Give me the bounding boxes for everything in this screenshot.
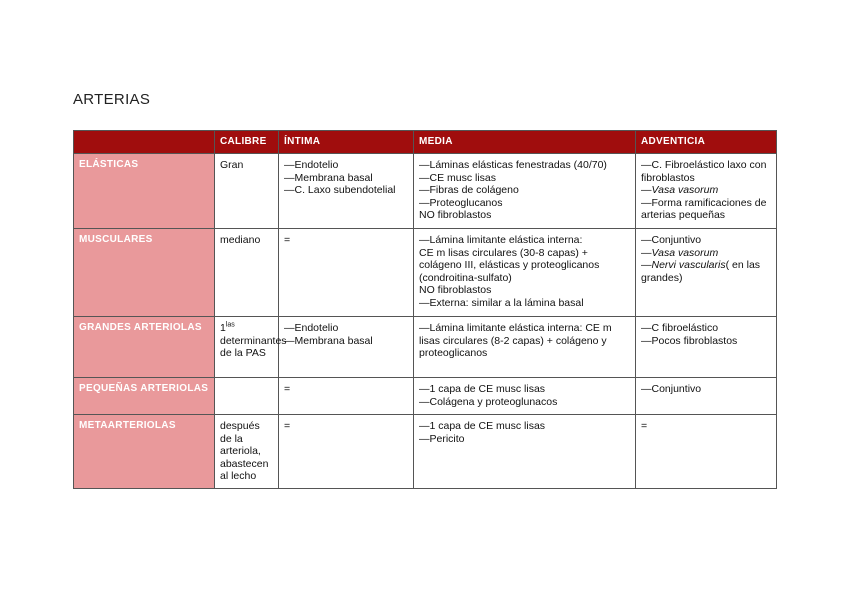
cell-calibre: Gran: [215, 154, 279, 229]
table-row: [74, 154, 777, 229]
cell-adventicia: —C fibroelástico —Pocos fibroblastos: [636, 317, 777, 378]
cell-intima: —Endotelio —Membrana basal: [279, 317, 414, 378]
page-title: ARTERIAS: [73, 91, 151, 108]
cell-adventicia: —C. Fibroelástico laxo con fibroblastos —Vasa vasorum —Forma ramificaciones de arterias pequeñas: [636, 154, 777, 229]
cell-calibre: mediano: [215, 229, 279, 317]
table-row: [74, 317, 777, 378]
cell-intima: —Endotelio —Membrana basal —C. Laxo subendotelial: [279, 154, 414, 229]
arterias-table: [73, 130, 777, 489]
cell-adventicia: —Conjuntivo: [636, 378, 777, 415]
header-blank: [74, 131, 215, 154]
header-media: MEDIA: [414, 131, 636, 154]
table-row: [74, 415, 777, 489]
header-adventicia: ADVENTICIA: [636, 131, 777, 154]
header-intima: ÍNTIMA: [279, 131, 414, 154]
cell-intima: =: [279, 229, 414, 317]
cell-calibre: $1^{las}$ determinantes de la PAS: [215, 317, 279, 378]
cell-calibre: después de la arteriola, abastecen al lecho: [215, 415, 279, 489]
cell-adventicia: =: [636, 415, 777, 489]
cell-intima: =: [279, 415, 414, 489]
cell-media: —1 capa de CE musc lisas —Pericito: [414, 415, 636, 489]
cell-media: —Lámina limitante elástica interna: CE m lisas circulares (8-2 capas) + colágeno y proteoglicanos: [414, 317, 636, 378]
cell-intima: =: [279, 378, 414, 415]
cell-media: —1 capa de CE musc lisas —Colágena y proteoglunacos: [414, 378, 636, 415]
table-row: [74, 229, 777, 317]
row-label-grandes-arteriolas: GRANDES ARTERIOLAS: [74, 317, 215, 378]
row-label-metaarteriolas: METAARTERIOLAS: [74, 415, 215, 489]
cell-media: —Láminas elásticas fenestradas (40/70) —CE musc lisas —Fibras de colágeno —Proteoglucanos NO fibroblastos: [414, 154, 636, 229]
cell-calibre: [215, 378, 279, 415]
table-row: [74, 378, 777, 415]
header-calibre: CALIBRE: [215, 131, 279, 154]
cell-media: —Lámina limitante elástica interna: CE m lisas circulares (30-8 capas) + colágeno III, elásticas y proteoglicanos (condroitina-sulfato) NO fibroblastos —Externa: similar a la lámina basal: [414, 229, 636, 317]
cell-adventicia: —Conjuntivo —Vasa vasorum —Nervi vascularis( en las grandes): [636, 229, 777, 317]
row-label-elasticas: ELÁSTICAS: [74, 154, 215, 229]
row-label-pequenas-arteriolas: PEQUEÑAS ARTERIOLAS: [74, 378, 215, 415]
row-label-musculares: MUSCULARES: [74, 229, 215, 317]
table-header-row: [74, 131, 777, 154]
